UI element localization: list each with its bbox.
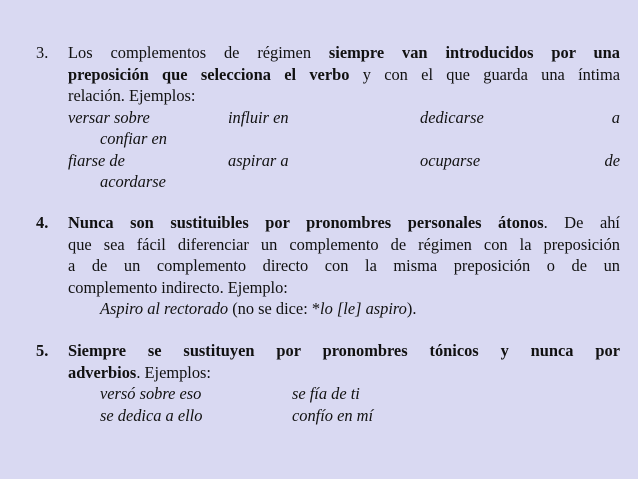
- paragraph-line: [68, 212, 620, 234]
- example-verb: aspirar a: [228, 150, 289, 170]
- example-wrap: acordarse: [100, 172, 166, 191]
- example-verb: influir en: [228, 107, 289, 127]
- text: . De ahí: [543, 213, 620, 232]
- paragraph-line: [68, 362, 620, 384]
- example-phrase: versó sobre eso: [100, 384, 202, 403]
- item-body: [68, 340, 620, 426]
- example-verb: versar sobre: [68, 107, 150, 127]
- bold-text: preposición que selecciona el verbo: [68, 64, 350, 84]
- text: y con el que guarda una íntima: [349, 64, 620, 84]
- paragraph-line: que sea fácil diferenciar un complemento de régimen con la preposición: [68, 234, 620, 254]
- paragraph-line: complemento indirecto. Ejemplo:: [68, 277, 288, 297]
- bold-text: Nunca son sustituibles por pronombres personales átonos: [68, 213, 544, 232]
- example-wrap: confiar en: [100, 129, 167, 148]
- example-row: [68, 107, 620, 129]
- paragraph-line: [68, 42, 620, 64]
- item-number: 4.: [36, 213, 49, 232]
- paragraph-line: Siempre se sustituyen por pronombres tónicos y nunca por: [68, 341, 620, 360]
- example-phrase: se fía de ti: [292, 384, 360, 403]
- item-number: 5.: [36, 341, 49, 360]
- example-row: [68, 383, 620, 405]
- paragraph-line: [68, 64, 620, 86]
- example-row: [68, 150, 620, 172]
- paragraph-line: relación. Ejemplos:: [68, 86, 196, 105]
- text: . Ejemplos:: [136, 362, 211, 382]
- example-verb: fiarse de: [68, 150, 125, 170]
- text: Los complementos de régimen: [68, 43, 329, 62]
- example-line: Aspiro al rectorado (no se dice: *lo [le] aspiro).: [100, 299, 417, 318]
- item-body: [68, 212, 620, 320]
- bold-text: adverbios: [68, 362, 137, 382]
- example-verb: dedicarse: [420, 107, 484, 127]
- item-number: 3.: [36, 43, 49, 62]
- paragraph-line: a de un complemento directo con la misma preposición o de un: [68, 256, 620, 275]
- item-body: [68, 42, 620, 193]
- example-verb: a: [611, 107, 620, 127]
- example-verb: ocuparse: [420, 150, 481, 170]
- bold-text: siempre van introducidos por una: [328, 43, 620, 62]
- example-row: [68, 405, 620, 427]
- example-phrase: se dedica a ello: [100, 405, 203, 425]
- example-verb: de: [604, 150, 620, 170]
- example-phrase: confío en mí: [292, 405, 374, 425]
